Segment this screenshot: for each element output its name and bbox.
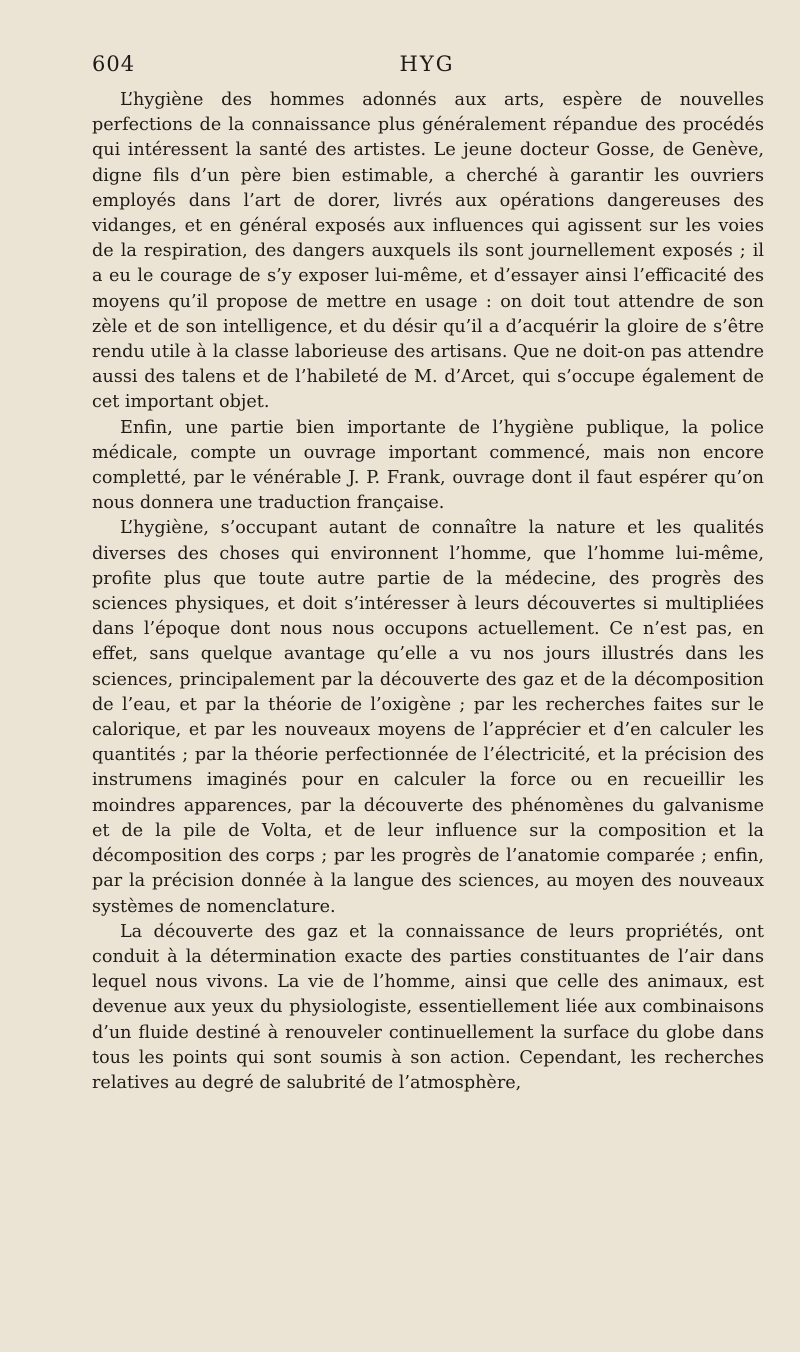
running-title: HYG [399, 52, 455, 76]
body-text [92, 88, 764, 1096]
running-head [92, 52, 762, 88]
paragraph: L’hygiène, s’occupant autant de connaître la nature et les qualités diverses des choses qui environnent l’homme, que l’homme lui-même, profite plus que toute autre partie de la médecine, des progrès des sciences physiques, et doit s’intéresser à leurs découvertes si multipliées dans l’époque dont nous nous occupons actuellement. Ce n’est pas, en effet, sans quelque avantage qu’elle a vu nos jours illustrés dans les sciences, principalement par la découverte des gaz et de la décomposition de l’eau, et par la théorie de l’oxigène ; par les recherches faites sur le calorique, et par les nouveaux moyens de l’apprécier et d’en calculer les quantités ; par la théorie perfectionnée de l’électricité, et la précision des instrumens imaginés pour en calculer la force ou en recueillir les moindres apparences, par la découverte des phénomènes du galvanisme et de la pile de Volta, et de leur influence sur la composition et la décomposition des corps ; par les progrès de l’anatomie comparée ; enfin, par la précision donnée à la langue des sciences, au moyen des nouveaux systèmes de nomenclature. [92, 518, 764, 917]
paragraph: Enfin, une partie bien importante de l’hygiène publique, la police médicale, compte un ouvrage important commencé, mais non encore completté, par le vénérable J. P. Frank, ouvrage dont il faut espérer qu’on nous donnera une traduction française. [92, 417, 764, 514]
paragraph: L’hygiène des hommes adonnés aux arts, espère de nouvelles perfections de la connaissance plus généralement répandue des procédés qui intéressent la santé des artistes. Le jeune docteur Gosse, de Genève, digne fils d’un père bien estimable, a cherché à garantir les ouvriers employés dans l’art de dorer, livrés aux opérations dangereuses des vidanges, et en général exposés aux influences qui agissent sur les voies de la respiration, des dangers auxquels ils sont journellement exposés ; il a eu le courage de s’y exposer lui-même, et d’essayer ainsi l’efficacité des moyens qu’il propose de mettre en usage : on doit tout attendre de son zèle et de son intelligence, et du désir qu’il a d’acquérir la gloire de s’être rendu utile à la classe laborieuse des artisans. Que ne doit-on pas attendre aussi des talens et de l’habileté de M. d’Arcet, qui s’occupe également de cet important objet. [92, 90, 764, 413]
paragraph: La découverte des gaz et la connaissance de leurs propriétés, ont conduit à la détermination exacte des parties constituantes de l’air dans lequel nous vivons. La vie de l’homme, ainsi que celle des animaux, est devenue aux yeux du physiologiste, essentiellement liée aux combinaisons d’un fluide destiné à renouveler continuellement la surface du globe dans tous les points qui sont soumis à son action. Cependant, les recherches relatives au degré de salubrité de l’atmosphère, [92, 921, 764, 1093]
page-number: 604 [92, 52, 136, 76]
